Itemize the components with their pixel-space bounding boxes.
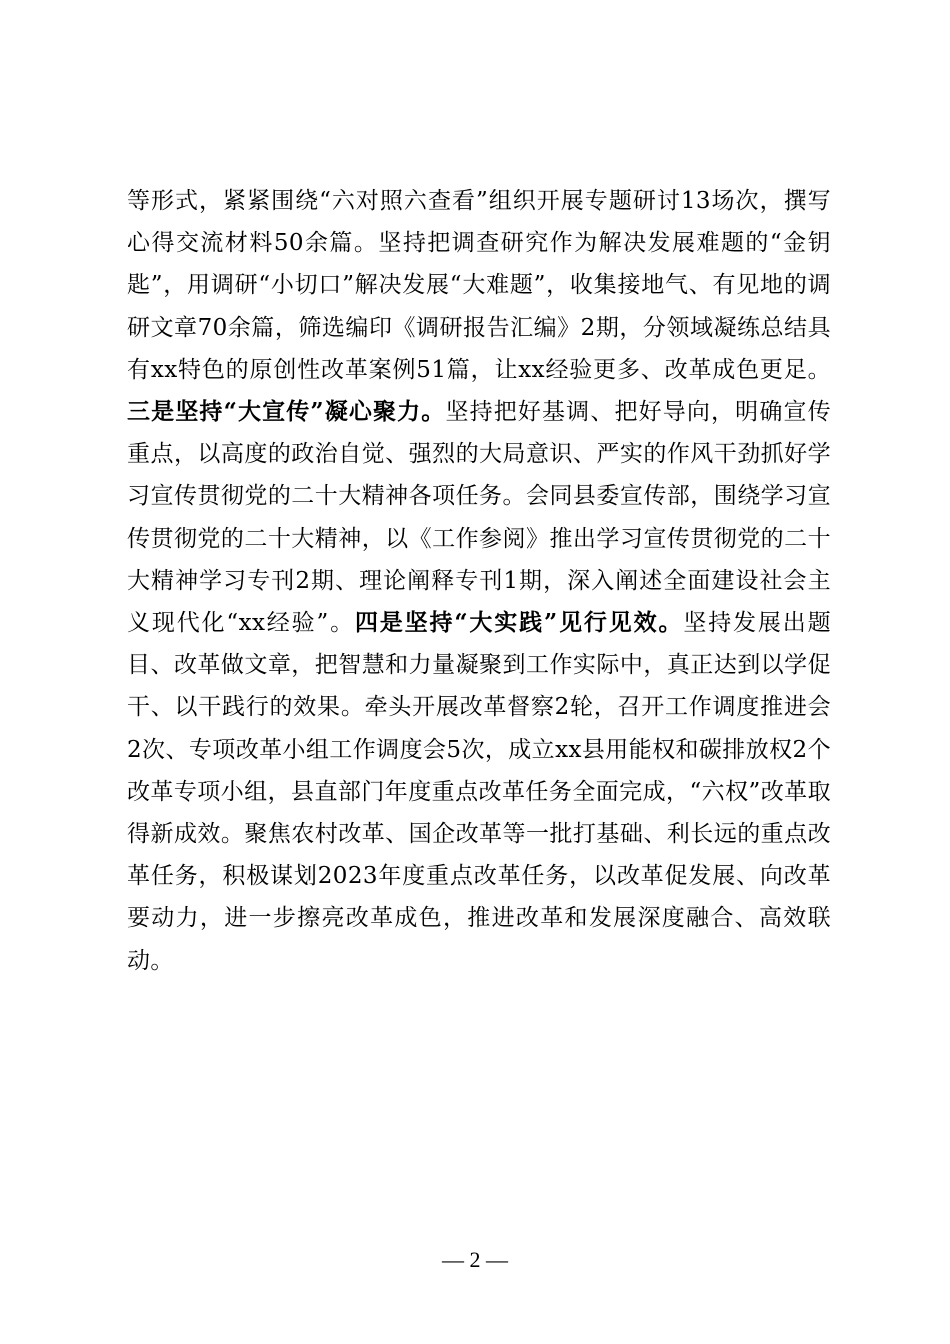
- bold-heading-three: 三是坚持“大宣传”凝心聚力。: [127, 398, 446, 426]
- page-number: — 2 —: [442, 1247, 508, 1272]
- paragraph-segment: 坚持发展出题目、改革做文章，把智慧和力量凝聚到工作实际中，真正达到以学促干、以干践行的效果。牵头开展改革督察2轮，召开工作调度推进会2次、专项改革小组工作调度会5次，成立xx县用能权和碳排放权2个改革专项小组，县直部门年度重点改革任务全面完成，“六权”改革取得新成效。聚焦农村改革、国企改革等一批打基础、利长远的重点改革任务，积极谋划2023年度重点改革任务，以改革促发展、向改革要动力，进一步擦亮改革成色，推进改革和发展深度融合、高效联动。: [127, 610, 832, 974]
- paragraph-segment: 等形式，紧紧围绕“六对照六查看”组织开展专题研讨13场次，撰写心得交流材料50余篇。坚持把调查研究作为解决发展难题的“金钥匙”，用调研“小切口”解决发展“大难题”，收集接地气、有见地的调研文章70余篇，筛选编印《调研报告汇编》2期，分领域凝练总结具有xx特色的原创性改革案例51篇，让xx经验更多、改革成色更足。: [127, 188, 831, 383]
- bold-heading-four: 四是坚持“大实践”见行见效。: [354, 609, 684, 637]
- paragraph-segment: 坚持把好基调、把好导向，明确宣传重点，以高度的政治自觉、强烈的大局意识、严实的作风干劲抓好学习宣传贯彻党的二十大精神各项任务。会同县委宣传部，围绕学习宣传贯彻党的二十大精神，以《工作参阅》推出学习宣传贯彻党的二十大精神学习专刊2期、理论阐释专刊1期，深入阐述全面建设社会主义现代化“xx经验”。: [127, 399, 832, 637]
- body-paragraph: [127, 180, 831, 982]
